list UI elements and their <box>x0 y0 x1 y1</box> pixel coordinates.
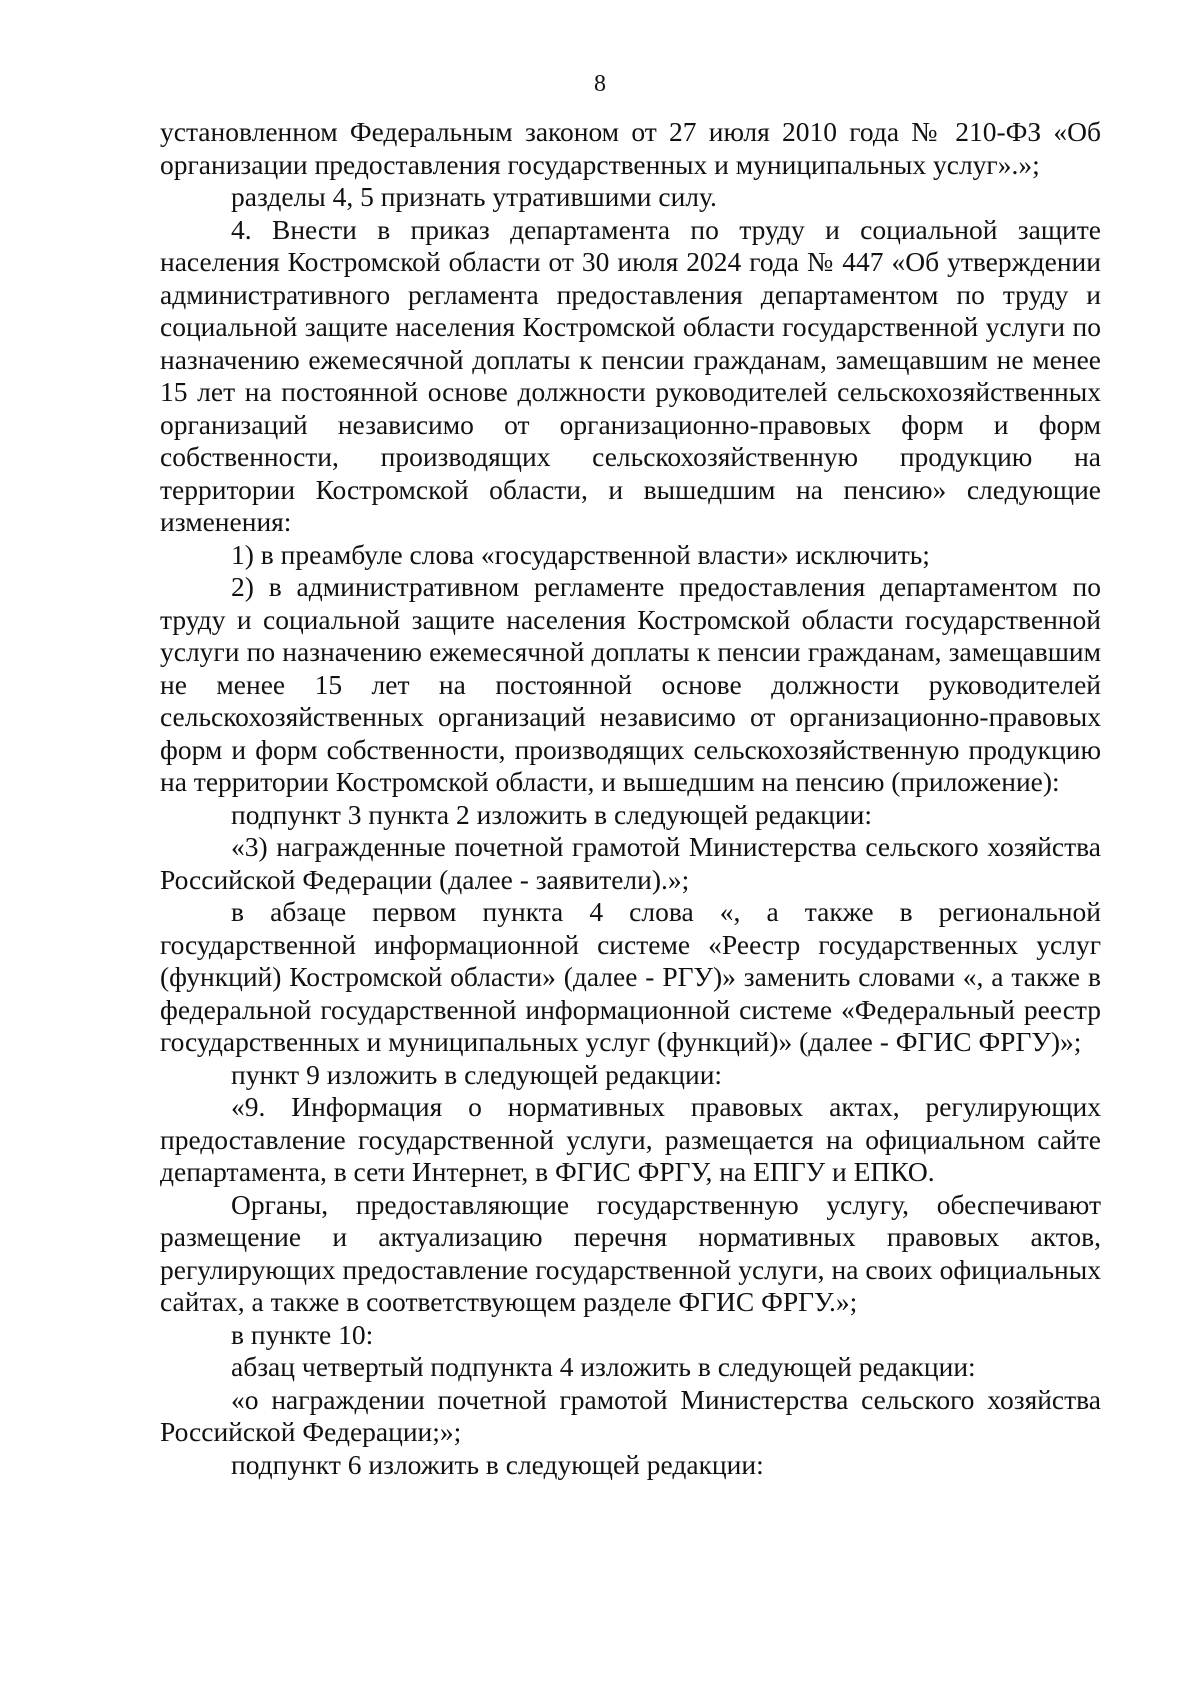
paragraph: разделы 4, 5 признать утратившими силу. <box>231 181 717 212</box>
paragraph: установленном Федеральным законом от 27 июля 2010 года № 210-ФЗ «Об организации предоставления государственных и муниципальных услуг».»; <box>160 116 1101 180</box>
paragraph: 4. Внести в приказ департамента по труду и социальной защите населения Костромской области от 30 июля 2024 года № 447 «Об утверждении административного регламента предоставления департаментом по труду и социальной защите населения Костромской области государственной услуги по назначению ежемесячной доплаты к пенсии гражданам, замещавшим не менее 15 лет на постоянной основе должности руководителей сельскохозяйственных организаций независимо от организационно-правовых форм и форм собственности, производящих сельскохозяйственную продукцию на территории Костромской области, и вышедшим на пенсию» следующие изменения: <box>160 213 1101 537</box>
document-body <box>160 116 1101 1481</box>
paragraph: «9. Информация о нормативных правовых актах, регулирующих предоставление государственной услуги, размещается на официальном сайте департамента, в сети Интернет, в ФГИС ФРГУ, на ЕПГУ и ЕПКО. <box>160 1091 1101 1187</box>
paragraph: подпункт 6 изложить в следующей редакции: <box>231 1448 764 1480</box>
paragraph: в пункте 10: <box>231 1318 374 1350</box>
paragraph: подпункт 3 пункта 2 изложить в следующей редакции: <box>231 798 872 830</box>
paragraph: Органы, предоставляющие государственную услугу, обеспечивают размещение и актуализацию перечня нормативных правовых актов, регулирующих предоставление государственной услуги, на своих официальных сайтах, а также в соответствующем разделе ФГИС ФРГУ.»; <box>160 1188 1101 1317</box>
paragraph: «о награждении почетной грамотой Министерства сельского хозяйства Российской Федерации;»; <box>160 1383 1101 1447</box>
paragraph: 1) в преамбуле слова «государственной власти» исключить; <box>231 538 930 570</box>
paragraph: 2) в административном регламенте предоставления департаментом по труду и социальной защите населения Костромской области государственной услуги по назначению ежемесячной доплаты к пенсии гражданам, замещавшим не менее 15 лет на постоянной основе должности руководителей сельскохозяйственных организаций независимо от организационно-правовых форм и форм собственности, производящих сельскохозяйственную продукцию на территории Костромской области, и вышедшим на пенсию (приложение): <box>160 571 1101 797</box>
paragraph: пункт 9 изложить в следующей редакции: <box>231 1058 723 1090</box>
paragraph: абзац четвертый подпункта 4 изложить в следующей редакции: <box>231 1351 976 1382</box>
paragraph: в абзаце первом пункта 4 слова «, а также в региональной государственной информационной системе «Реестр государственных услуг (функций) Костромской области» (далее - РГУ)» заменить словами «, а также в федеральной государственной информационной системе «Федеральный реестр государственных и муниципальных услуг (функций)» (далее - ФГИС ФРГУ)»; <box>160 896 1101 1057</box>
page-number: 8 <box>594 71 606 97</box>
paragraph: «3) награжденные почетной грамотой Министерства сельского хозяйства Российской Федерации (далее - заявители).»; <box>160 831 1101 895</box>
